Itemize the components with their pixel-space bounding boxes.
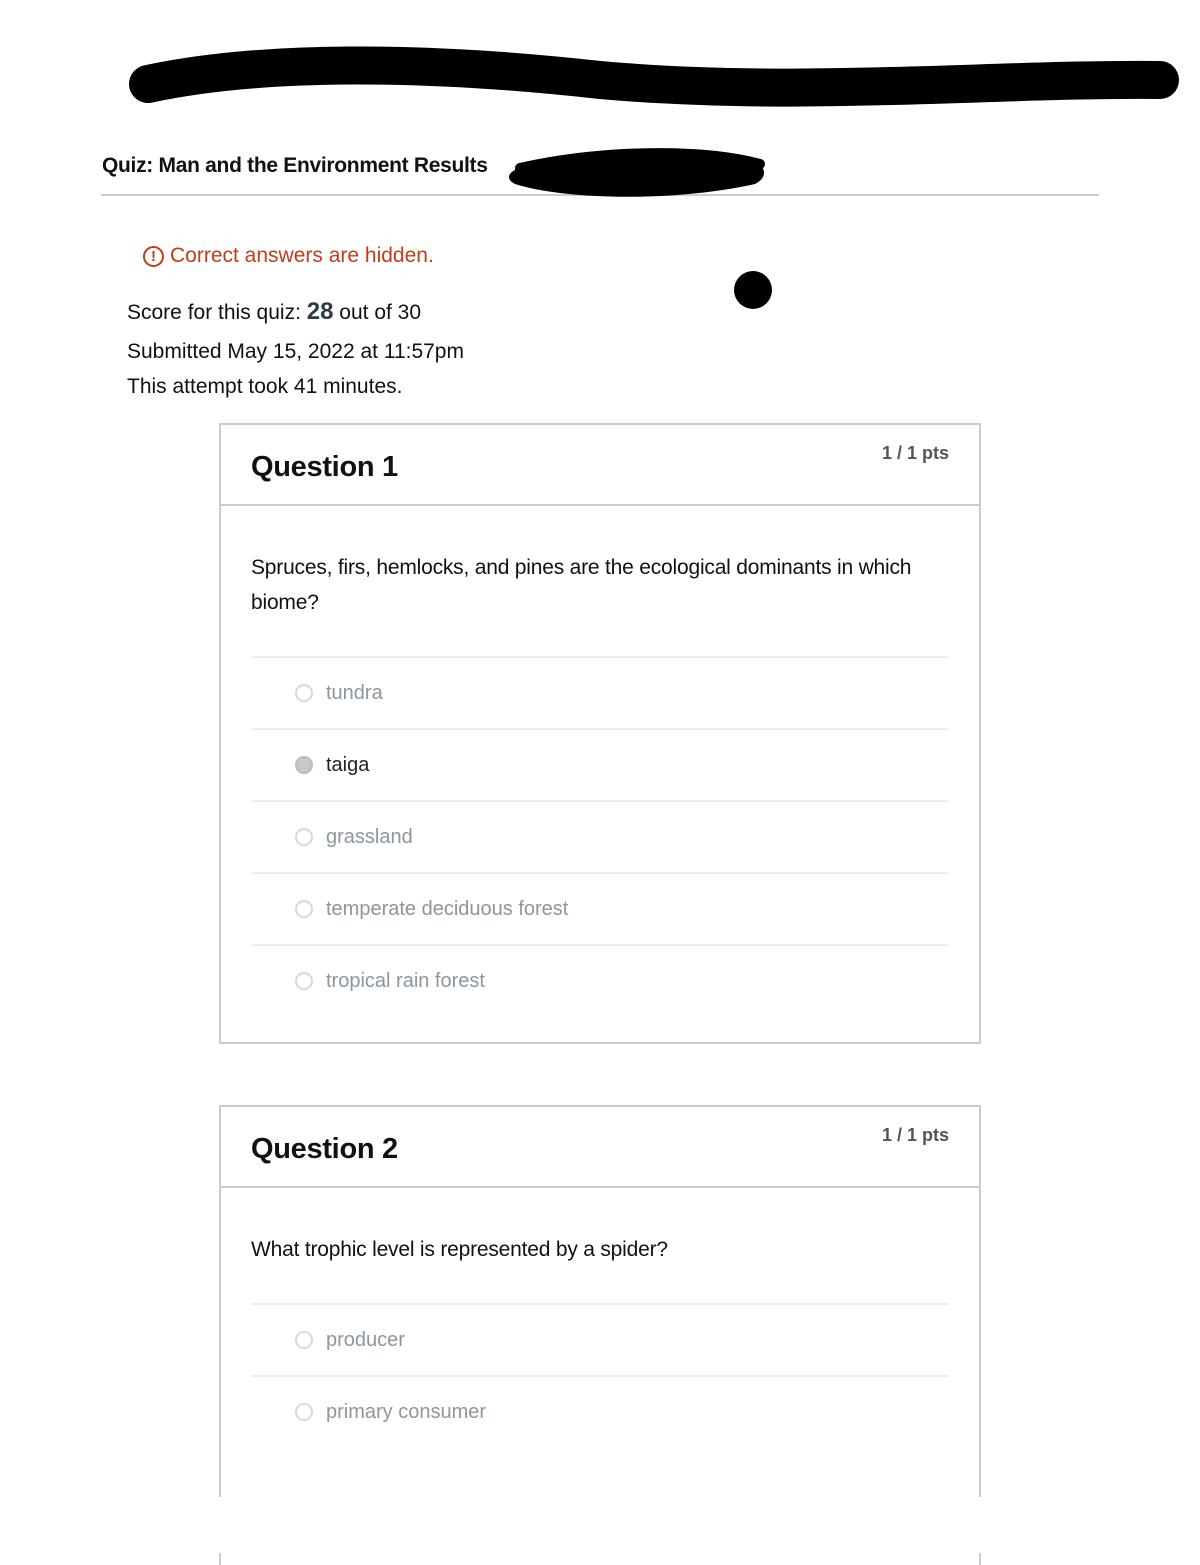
page-bottom-margin (0, 1497, 1200, 1553)
duration-line: This attempt took 41 minutes. (127, 375, 403, 398)
question-title: Question 1 (251, 451, 398, 483)
answer-label: temperate deciduous forest (326, 897, 569, 920)
question-header (221, 1107, 979, 1188)
score-line (127, 298, 421, 326)
radio-button-selected[interactable] (295, 756, 313, 774)
notice-text: Correct answers are hidden. (170, 244, 434, 267)
answer-label: tropical rain forest (326, 969, 485, 992)
answer-option[interactable] (251, 658, 949, 730)
answer-label: primary consumer (326, 1400, 487, 1423)
radio-button[interactable] (295, 684, 313, 702)
redaction-dot (734, 271, 772, 309)
question-header (221, 425, 979, 506)
answer-option[interactable] (251, 874, 949, 946)
answers-hidden-notice (143, 244, 434, 268)
radio-button[interactable] (295, 900, 313, 918)
question-points: 1 / 1 pts (881, 1125, 949, 1145)
question-card (219, 423, 981, 1044)
question-text: Spruces, firs, hemlocks, and pines are the ecological dominants in which biome? (251, 556, 912, 614)
title-redaction (505, 140, 775, 210)
answer-option[interactable] (251, 1377, 949, 1447)
answer-option[interactable] (251, 802, 949, 874)
quiz-title: Quiz: Man and the Environment Results (102, 154, 488, 177)
submitted-line: Submitted May 15, 2022 at 11:57pm (127, 340, 464, 363)
answer-option[interactable] (251, 1305, 949, 1377)
radio-button[interactable] (295, 828, 313, 846)
score-value: 28 (306, 298, 334, 325)
answer-list (251, 1303, 949, 1447)
question-body (221, 506, 979, 1016)
answer-list (251, 656, 949, 1016)
score-prefix: Score for this quiz: (127, 301, 307, 324)
question-body (221, 1188, 979, 1447)
radio-button[interactable] (295, 972, 313, 990)
question-points: 1 / 1 pts (881, 443, 949, 463)
answer-option-selected[interactable] (251, 730, 949, 802)
exclamation-circle-icon: ! (143, 246, 164, 267)
answer-option[interactable] (251, 946, 949, 1016)
answer-label: tundra (326, 681, 383, 704)
answer-label: taiga (326, 753, 370, 776)
answer-label: producer (326, 1328, 405, 1351)
question-title: Question 2 (251, 1133, 398, 1165)
radio-button[interactable] (295, 1331, 313, 1349)
question-text: What trophic level is represented by a spider? (251, 1238, 668, 1261)
question-card (219, 1105, 981, 1565)
radio-button[interactable] (295, 1403, 313, 1421)
score-suffix: out of 30 (333, 301, 422, 324)
answer-label: grassland (326, 825, 413, 848)
